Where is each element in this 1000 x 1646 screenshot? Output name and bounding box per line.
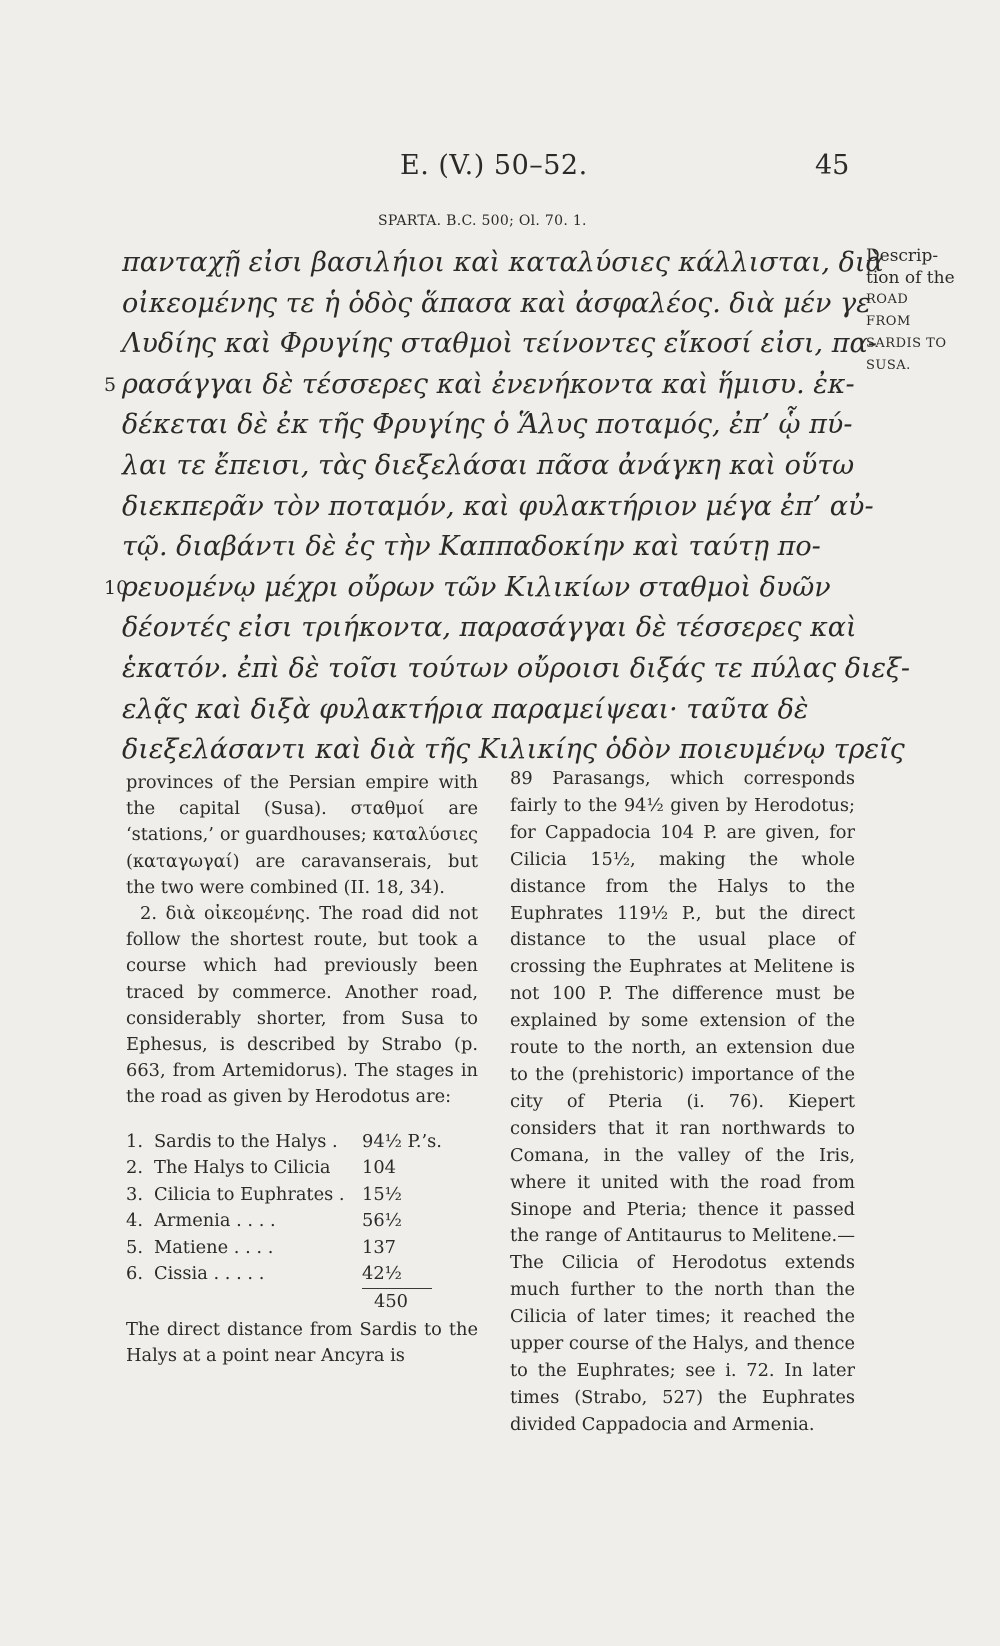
stage-name: Sardis to the Halys . <box>154 1130 338 1152</box>
greek-line-text: οἰκεομένης τε ἡ ὁδὸς ἅπασα καὶ ἀσφαλέος. διὰ μέν γε <box>122 287 871 319</box>
stage-value: 137 <box>362 1236 396 1258</box>
commentary-paragraph: The direct distance from Sardis to the Halys at a point near Ancyra is <box>126 1318 478 1366</box>
greek-line <box>122 405 862 446</box>
stage-row <box>126 1182 478 1209</box>
stage-value: 15½ <box>362 1183 402 1205</box>
greek-line <box>122 690 862 731</box>
greek-line-text: ἑκατόν. ἐπὶ δὲ τοῖσι τούτων οὔροισι διξάς τε πύλας διεξ- <box>122 652 911 684</box>
stage-number: 6. <box>126 1263 143 1285</box>
stage-value: 56½ <box>362 1210 402 1232</box>
stage-value: 104 <box>362 1157 396 1179</box>
stage-name: Matiene . . . . <box>154 1236 274 1258</box>
commentary-right-column <box>510 766 855 1439</box>
greek-line-text: δέκεται δὲ ἐκ τῆς Φρυγίης ὁ Ἅλυς ποταμός, ἐπ’ ᾧ πύ- <box>122 409 853 441</box>
stages-table <box>126 1129 478 1317</box>
greek-line-text: πανταχῇ εἰσι βασιλήιοι καὶ καταλύσιες κάλλισται, διὰ <box>122 247 884 278</box>
page-number: 45 <box>815 150 850 181</box>
margin-note-line: Descrip- <box>866 246 939 266</box>
stage-row <box>126 1208 478 1235</box>
running-head-title: E. (V.) 50–52. <box>400 150 588 181</box>
margin-note-line: SUSA. <box>866 358 911 373</box>
stage-number: 5. <box>126 1236 143 1258</box>
margin-note-line: tion of the <box>866 268 955 288</box>
greek-line <box>104 365 862 406</box>
margin-note-line: ROAD <box>866 292 909 307</box>
stage-value: 94½ P.’s. <box>362 1130 442 1152</box>
margin-note-line: FROM <box>866 314 911 329</box>
line-number: 5 <box>104 373 117 396</box>
stage-row <box>126 1129 478 1156</box>
greek-line-text: τῷ. διαβάντι δὲ ἐς τὴν Καππαδοκίην καὶ ταύτῃ πο- <box>122 531 821 563</box>
stage-name: Cissia . . . . . <box>154 1263 265 1285</box>
margin-note <box>866 245 955 377</box>
commentary-paragraph: 89 Parasangs, which corresponds fairly to the 94½ given by Herodotus; for Cappadocia 104 P. are given, for Cilicia 15½, making the whole distance from the Halys to the Euphrates 119½ P., but the direct distance to the usual place of crossing the Euphrates at Melitene is not 100 P. The difference must be explained by some extension of the route to the north, an extension due to the (prehistoric) importance of the city of Pteria (i. 76). Kiepert considers that it ran northwards to Comana, in the valley of the Iris, where it united with the road from Sinope and Pteria; thence it passed the range of Antitaurus to Melitene.—The Cilicia of Herodotus extends much further to the north than the Cilicia of later times; it reached the upper course of the Halys, and thence to the Euphrates; see i. 72. In later times (Strabo, 527) the Euphrates divided Cappadocia and Armenia. <box>510 768 855 1435</box>
stage-number: 3. <box>126 1183 143 1205</box>
stage-row <box>126 1261 478 1288</box>
greek-line-text: Λυδίης καὶ Φρυγίης σταθμοὶ τείνοντες εἴκοσί εἰσι, πα- <box>122 328 877 360</box>
stage-number: 2. <box>126 1157 143 1179</box>
greek-line-text: διεξελάσαντι καὶ διὰ τῆς Κιλικίης ὁδὸν ποιευμένῳ τρεῖς <box>122 734 905 766</box>
stage-number: 4. <box>126 1210 143 1232</box>
stage-name: Armenia . . . . <box>154 1210 276 1232</box>
greek-line <box>122 487 874 528</box>
greek-line-text: διεκπερᾶν τὸν ποταμόν, καὶ φυλακτήριον μέγα ἐπ’ αὐ- <box>122 490 874 522</box>
greek-line <box>122 243 884 284</box>
greek-line <box>122 649 911 690</box>
commentary-left-column <box>126 770 478 1369</box>
greek-line-text: λαι τε ἔπεισι, τὰς διεξελάσαι πᾶσα ἀνάγκη καὶ οὕτω <box>122 449 855 481</box>
stage-value: 42½ <box>362 1263 402 1285</box>
greek-line <box>122 608 862 649</box>
stages-total: 450 <box>374 1290 408 1312</box>
greek-line <box>122 527 862 568</box>
date-subheader: SPARTA. B.C. 500; Ol. 70. 1. <box>378 213 587 229</box>
greek-line <box>122 284 871 325</box>
margin-note-line: SARDIS TO <box>866 336 947 351</box>
greek-line-text: ρευομένῳ μέχρι οὔρων τῶν Κιλικίων σταθμοὶ δυῶν <box>122 571 831 603</box>
stage-number: 1. <box>126 1130 143 1152</box>
stage-row <box>126 1155 478 1182</box>
greek-line-text: ελᾷς καὶ διξὰ φυλακτήρια παραμείψεαι· ταῦτα δὲ <box>122 693 809 725</box>
greek-line-text: ρασάγγαι δὲ τέσσερες καὶ ἐνενήκοντα καὶ ἥμισυ. ἐκ- <box>122 368 855 400</box>
commentary-paragraph: 2. διὰ οἰκεομένης. The road did not follow the shortest route, but took a course which had previously been traced by commerce. Another road, considerably shorter, from Susa to Ephesus, is described by Strabo (p. 663, from Artemidorus). The stages in the road as given by Herodotus are: <box>126 903 478 1108</box>
greek-line <box>104 568 862 609</box>
greek-line <box>122 324 877 365</box>
stage-name: Cilicia to Euphrates . <box>154 1183 345 1205</box>
stage-name: The Halys to Cilicia <box>154 1157 331 1179</box>
line-number: 10 <box>104 576 129 599</box>
greek-line <box>122 446 862 487</box>
commentary-paragraph: provinces of the Persian empire with the capital (Susa). σταθμοί are ‘stations,’ or guardhouses; καταλύσιες (καταγωγαί) are caravanserais, but the two were combined (II. 18, 34). <box>126 772 478 898</box>
greek-line-text: δέοντές εἰσι τριήκοντα, παρασάγγαι δὲ τέσσερες καὶ <box>122 612 857 644</box>
stage-row <box>126 1235 478 1262</box>
greek-line <box>122 730 905 771</box>
